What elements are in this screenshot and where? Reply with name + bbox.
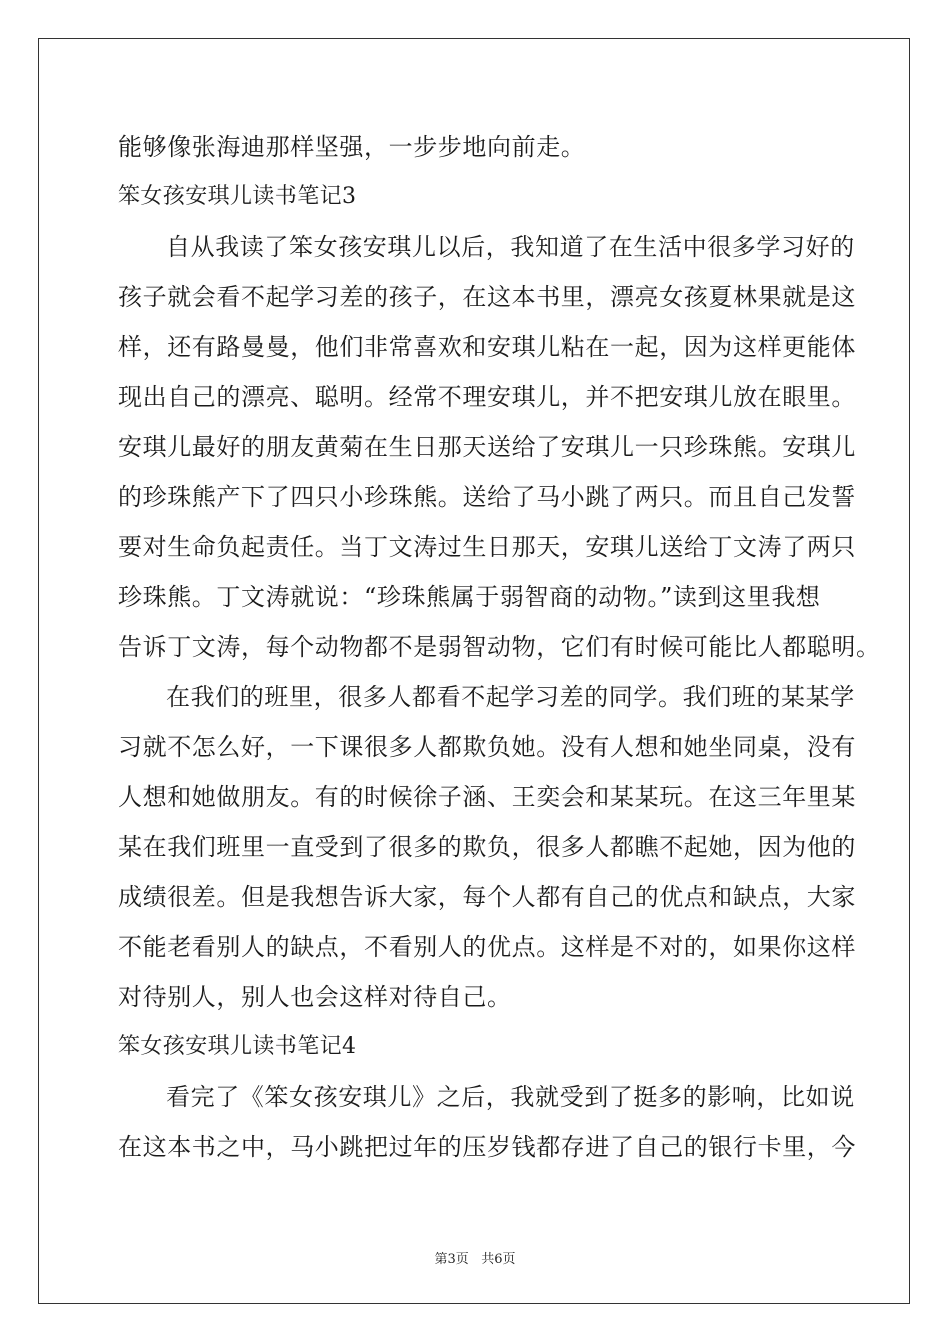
text-line: 孩子就会看不起学习差的孩子，在这本书里，漂亮女孩夏林果就是这 [118, 283, 856, 311]
page-number-current: 第3页 [434, 1252, 469, 1267]
text-line: 现出自己的漂亮、聪明。经常不理安琪儿，并不把安琪儿放在眼里。 [118, 383, 856, 411]
text-line: 告诉丁文涛，每个动物都不是弱智动物，它们有时候可能比人都聪明。 [118, 633, 881, 661]
text-line: 安琪儿最好的朋友黄菊在生日那天送给了安琪儿一只珍珠熊。安琪儿 [118, 433, 856, 461]
text-line: 成绩很差。但是我想告诉大家，每个人都有自己的优点和缺点，大家 [118, 883, 856, 911]
section-heading: 笨女孩安琪儿读书笔记4 [118, 1034, 357, 1059]
text-line: 珍珠熊。丁文涛就说：“珍珠熊属于弱智商的动物。”读到这里我想 [118, 583, 821, 611]
text-line: 对待别人，别人也会这样对待自己。 [118, 983, 512, 1011]
paragraph-start-line: 看完了《笨女孩安琪儿》之后，我就受到了挺多的影响，比如说 [166, 1083, 855, 1111]
text-line: 习就不怎么好，一下课很多人都欺负她。没有人想和她坐同桌，没有 [118, 733, 856, 761]
text-line: 的珍珠熊产下了四只小珍珠熊。送给了马小跳了两只。而且自己发誓 [118, 483, 856, 511]
text-line: 在这本书之中，马小跳把过年的压岁钱都存进了自己的银行卡里，今 [118, 1133, 856, 1161]
page-footer [0, 1248, 950, 1267]
footer-spacer [469, 1252, 481, 1267]
section-heading: 笨女孩安琪儿读书笔记3 [118, 184, 357, 209]
text-line: 要对生命负起责任。当丁文涛过生日那天，安琪儿送给丁文涛了两只 [118, 533, 856, 561]
text-line: 能够像张海迪那样坚强，一步步地向前走。 [118, 133, 586, 161]
paragraph-start-line: 自从我读了笨女孩安琪儿以后，我知道了在生活中很多学习好的 [166, 233, 855, 261]
text-line: 样，还有路曼曼，他们非常喜欢和安琪儿粘在一起，因为这样更能体 [118, 333, 856, 361]
paragraph-start-line: 在我们的班里，很多人都看不起学习差的同学。我们班的某某学 [166, 683, 855, 711]
text-line: 某在我们班里一直受到了很多的欺负，很多人都瞧不起她，因为他的 [118, 833, 856, 861]
text-line: 人想和她做朋友。有的时候徐子涵、王奕会和某某玩。在这三年里某 [118, 783, 856, 811]
page-number-total: 共6页 [481, 1252, 516, 1267]
text-line: 不能老看别人的缺点，不看别人的优点。这样是不对的，如果你这样 [118, 933, 856, 961]
document-body [118, 122, 881, 1172]
